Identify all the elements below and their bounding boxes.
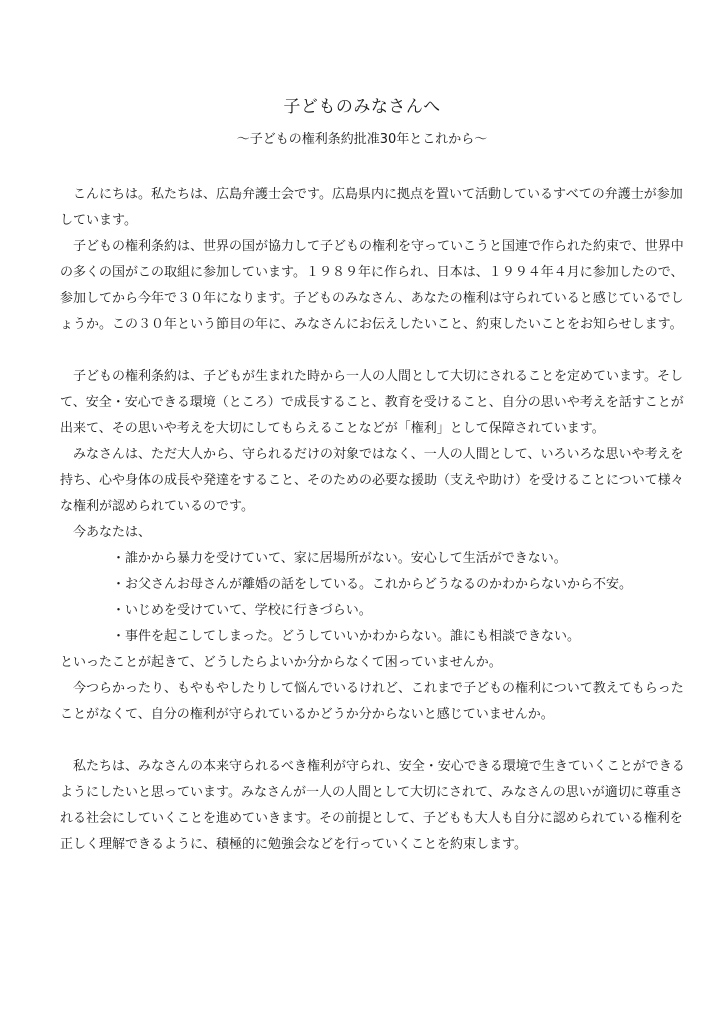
intro-paragraph: こんにちは。私たちは、広島弁護士会です。広島県内に拠点を置いて活動しているすべての弁護士が参加しています。 <box>60 187 683 228</box>
now-you-line: 今あなたは、 <box>73 525 152 540</box>
page-title: 子どものみなさんへ <box>283 97 441 117</box>
body-text <box>60 182 694 858</box>
rights-paragraph: 子どもの権利条約は、子どもが生まれた時から一人の人間として大切にされることを定めています。そして、安全・安心できる環境（ところ）で成長すること、教育を受けること、自分の思いや考えを話すことが出来て、その思いや考えを大切にしてもらえることなどが「権利」として保障されています。 <box>60 369 684 436</box>
page-subtitle: ～子どもの権利条約批准30年とこれから～ <box>236 132 488 147</box>
paragraph-gap <box>60 338 694 364</box>
list-item: ・ いじめを受けていて、学校に行きづらい。 <box>112 598 694 624</box>
individual-paragraph: みなさんは、ただ大人から、守られるだけの対象ではなく、一人の人間として、いろいろな思いや考えを持ち、心や身体の成長や発達をすること、そのための必要な援助（支えや助け）を受けることについて様々な権利が認められているのです。 <box>60 447 684 514</box>
situation-list <box>60 546 694 650</box>
list-item: ・ 誰かから暴力を受けていて、家に居場所がない。安心して生活ができない。 <box>112 546 694 572</box>
convention-paragraph: 子どもの権利条約は、世界の国が協力して子どもの権利を守っていこうと国連で作られた約束で、世界中の多くの国がこの取組に参加しています。１９８９年に作られ、日本は、１９９４年４月に参加したので、参加してから今年で３０年になります。子どものみなさん、あなたの権利は守られていると感じているでしょうか。この３０年という節目の年に、みなさんにお伝えしたいこと、約束したいことをお知らせします。 <box>60 239 684 332</box>
struggle-paragraph: 今つらかったり、もやもやしたりして悩んでいるけれど、これまで子どもの権利について教えてもらったことがなくて、自分の権利が守られているかどうか分からないと感じていませんか。 <box>60 681 684 722</box>
paragraph-gap <box>60 728 694 754</box>
trouble-paragraph: といったことが起きて、どうしたらよいか分からなくて困っていませんか。 <box>60 655 502 670</box>
list-item: ・ お父さんお母さんが離婚の話をしている。これからどうなるのかわからないから不安。 <box>112 572 694 598</box>
promise-paragraph: 私たちは、みなさんの本来守られるべき権利が守られ、安全・安心できる環境で生きていくことができるようにしたいと思っています。みなさんが一人の人間として大切にされて、みなさんの思いが適切に尊重される社会にしていくことを進めていきます。その前提として、子どもも大人も自分に認められている権利を正しく理解できるように、積極的に勉強会などを行っていくことを約束します。 <box>60 759 685 852</box>
list-item: ・ 事件を起こしてしまった。どうしていいかわからない。誰にも相談できない。 <box>112 624 694 650</box>
